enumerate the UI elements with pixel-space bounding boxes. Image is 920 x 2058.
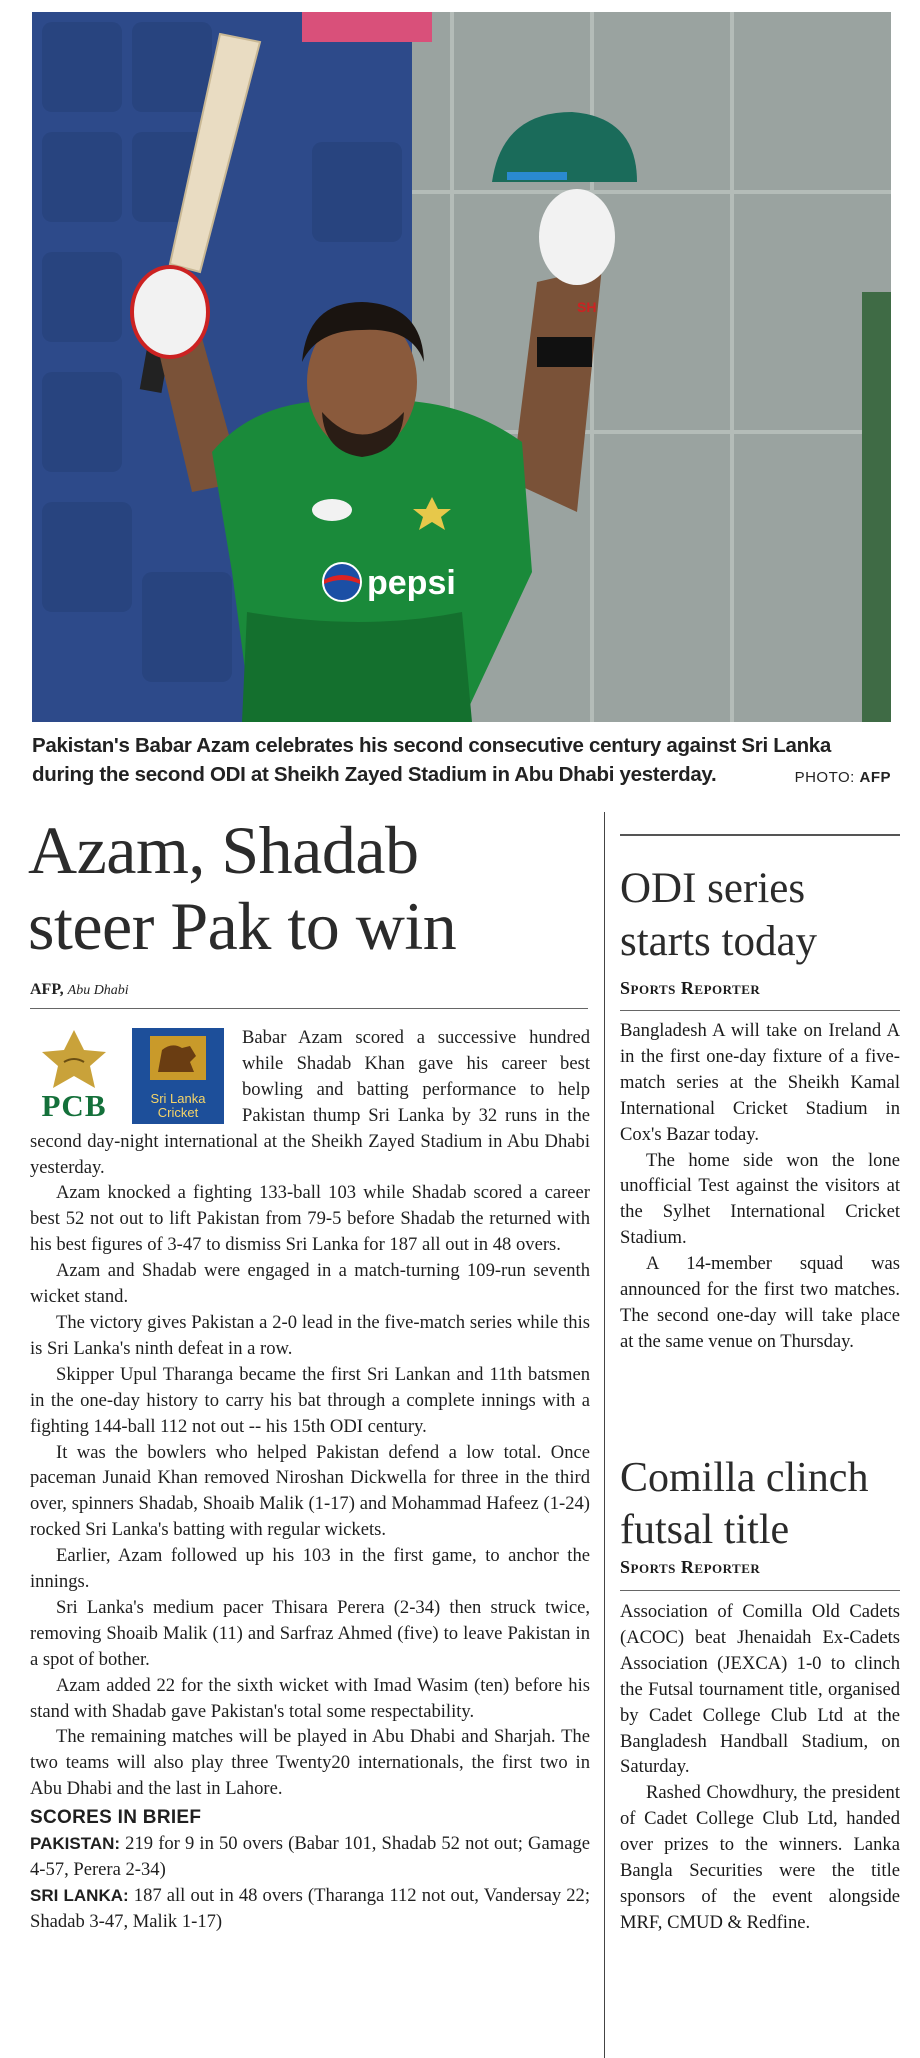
paragraph: The victory gives Pakistan a 2-0 lead in the five-match series while this is Sri Lanka's ninth defeat in a row. — [30, 1311, 590, 1359]
divider — [30, 1008, 588, 1009]
scores-heading: SCORES IN BRIEF — [30, 1807, 202, 1829]
paragraph: It was the bowlers who helped Pakistan defend a low total. Once paceman Junaid Khan removed Niroshan Dickwella for three in the third over, spinners Shadab, Shoaib Malik (1-17) and Mohammad Hafeez (1-24) rocked Sri Lanka's batting with regular wickets. — [30, 1441, 590, 1541]
side-story-2-body — [620, 1599, 900, 1936]
news-photo — [32, 12, 891, 722]
photo-caption — [32, 731, 891, 792]
score-line-pakistan — [30, 1831, 590, 1883]
score-team: PAKISTAN: — [30, 1834, 121, 1854]
paragraph: Sri Lanka's medium pacer Thisara Perera (2-34) then struck twice, removing Shoaib Malik (11) and Sarfraz Ahmed (five) to leave Pakistan in a spot of bother. — [30, 1596, 590, 1670]
paragraph: Bangladesh A will take on Ireland A in the first one-day fixture of a five-match series at the Sheikh Kamal International Cricket Stadium in Cox's Bazar today. — [620, 1020, 900, 1145]
side-story-1-headline — [620, 862, 900, 968]
side-2-headline-line-2: futsal title — [620, 1507, 790, 1553]
jersey-sponsor: pepsi — [367, 564, 456, 602]
side-story-1-byline: Sports Reporter — [620, 978, 761, 998]
photo-illustration — [32, 12, 891, 722]
divider — [620, 1010, 900, 1011]
paragraph: Rashed Chowdhury, the president of Cadet College Club Ltd, handed over prizes to the winners. Lanka Bangla Securities were the title sponsors of the event alongside MRF, CMUD & Redfine. — [620, 1782, 900, 1933]
score-text: 219 for 9 in 50 overs (Babar 101, Shadab 52 not out; Gamage 4-57, Perera 2-34) — [30, 1833, 590, 1880]
side-1-headline-line-1: ODI series — [620, 865, 806, 912]
credit-source: AFP — [859, 769, 891, 786]
paragraph: Babar Azam scored a successive hundred while Shadab Khan gave his career best bowling and batting performance to help Pakistan thump Sri Lanka by 32 runs in the second day-night international at the Sheikh Zayed Stadium in Abu Dhabi yesterday. — [30, 1027, 590, 1178]
paragraph: The remaining matches will be played in Abu Dhabi and Sharjah. The two teams will also play three Twenty20 internationals, the first two in Abu Dhabi and the last in Lahore. — [30, 1726, 590, 1800]
divider — [620, 834, 900, 836]
slc-logo-line-2: Cricket — [157, 1105, 199, 1120]
main-headline-line-2: steer Pak to win — [28, 888, 457, 964]
score-team: SRI LANKA: — [30, 1885, 129, 1905]
score-line-sri-lanka — [30, 1883, 590, 1935]
dateline-place: Abu Dhabi — [67, 983, 129, 998]
main-headline-line-1: Azam, Shadab — [28, 812, 419, 888]
paragraph: Association of Comilla Old Cadets (ACOC) beat Jhenaidah Ex-Cadets Association (JEXCA) 1-0 to clinch the Futsal tournament title, organised by Cadet College Club Ltd at the Bangladesh Handball Stadium, on Saturday. — [620, 1601, 900, 1778]
side-story-2-byline: Sports Reporter — [620, 1557, 761, 1577]
side-1-headline-line-2: starts today — [620, 918, 818, 965]
paragraph: Azam added 22 for the sixth wicket with Imad Wasim (ten) before his stand with Shadab gave Pakistan's total some respectability. — [30, 1674, 590, 1722]
paragraph: Earlier, Azam followed up his 103 in the first game, to anchor the innings. — [30, 1545, 590, 1593]
main-headline — [28, 812, 588, 964]
main-dateline — [30, 981, 129, 999]
divider — [620, 1590, 900, 1591]
score-text: 187 all out in 48 overs (Tharanga 112 not out, Vandersay 22; Shadab 3-47, Malik 1-17) — [30, 1884, 591, 1932]
caption-text: Pakistan's Babar Azam celebrates his second consecutive century against Sri Lanka during the second ODI at Sheikh Zayed Stadium in Abu Dhabi yesterday. — [32, 734, 832, 786]
helmet-mark: SH — [577, 299, 597, 315]
slc-logo-line-1: Sri Lanka — [150, 1091, 206, 1106]
dateline-agency: AFP, — [30, 981, 64, 998]
side-story-1-body — [620, 1018, 900, 1355]
pcb-logo-text: PCB — [41, 1088, 107, 1123]
paragraph: A 14-member squad was announced for the first two matches. The second one-day will take place at the same venue on Thursday. — [620, 1253, 900, 1352]
side-2-headline-line-1: Comilla clinch — [620, 1455, 869, 1501]
logo-spacer — [30, 1025, 242, 1126]
main-article-body — [30, 1025, 590, 1935]
paragraph: The home side won the lone unofficial Test against the visitors at the Sylhet International Cricket Stadium. — [620, 1149, 900, 1249]
column-divider — [604, 812, 605, 2058]
side-story-2-headline — [620, 1452, 900, 1556]
credit-label: PHOTO: — [794, 769, 855, 786]
paragraph: Skipper Upul Tharanga became the first Sri Lankan and 11th batsmen in the one-day history to carry his bat through a complete innings with a fighting 144-ball 112 not out -- his 15th ODI century. — [30, 1363, 590, 1437]
paragraph: Azam and Shadab were engaged in a match-turning 109-run seventh wicket stand. — [30, 1260, 590, 1308]
paragraph: Azam knocked a fighting 133-ball 103 while Shadab scored a career best 52 not out to lift Pakistan from 79-5 before Shadab the returned with his best figures of 3-47 to dismiss Sri Lanka for 187 all out in 48 overs. — [30, 1182, 590, 1256]
photo-credit — [795, 763, 891, 792]
